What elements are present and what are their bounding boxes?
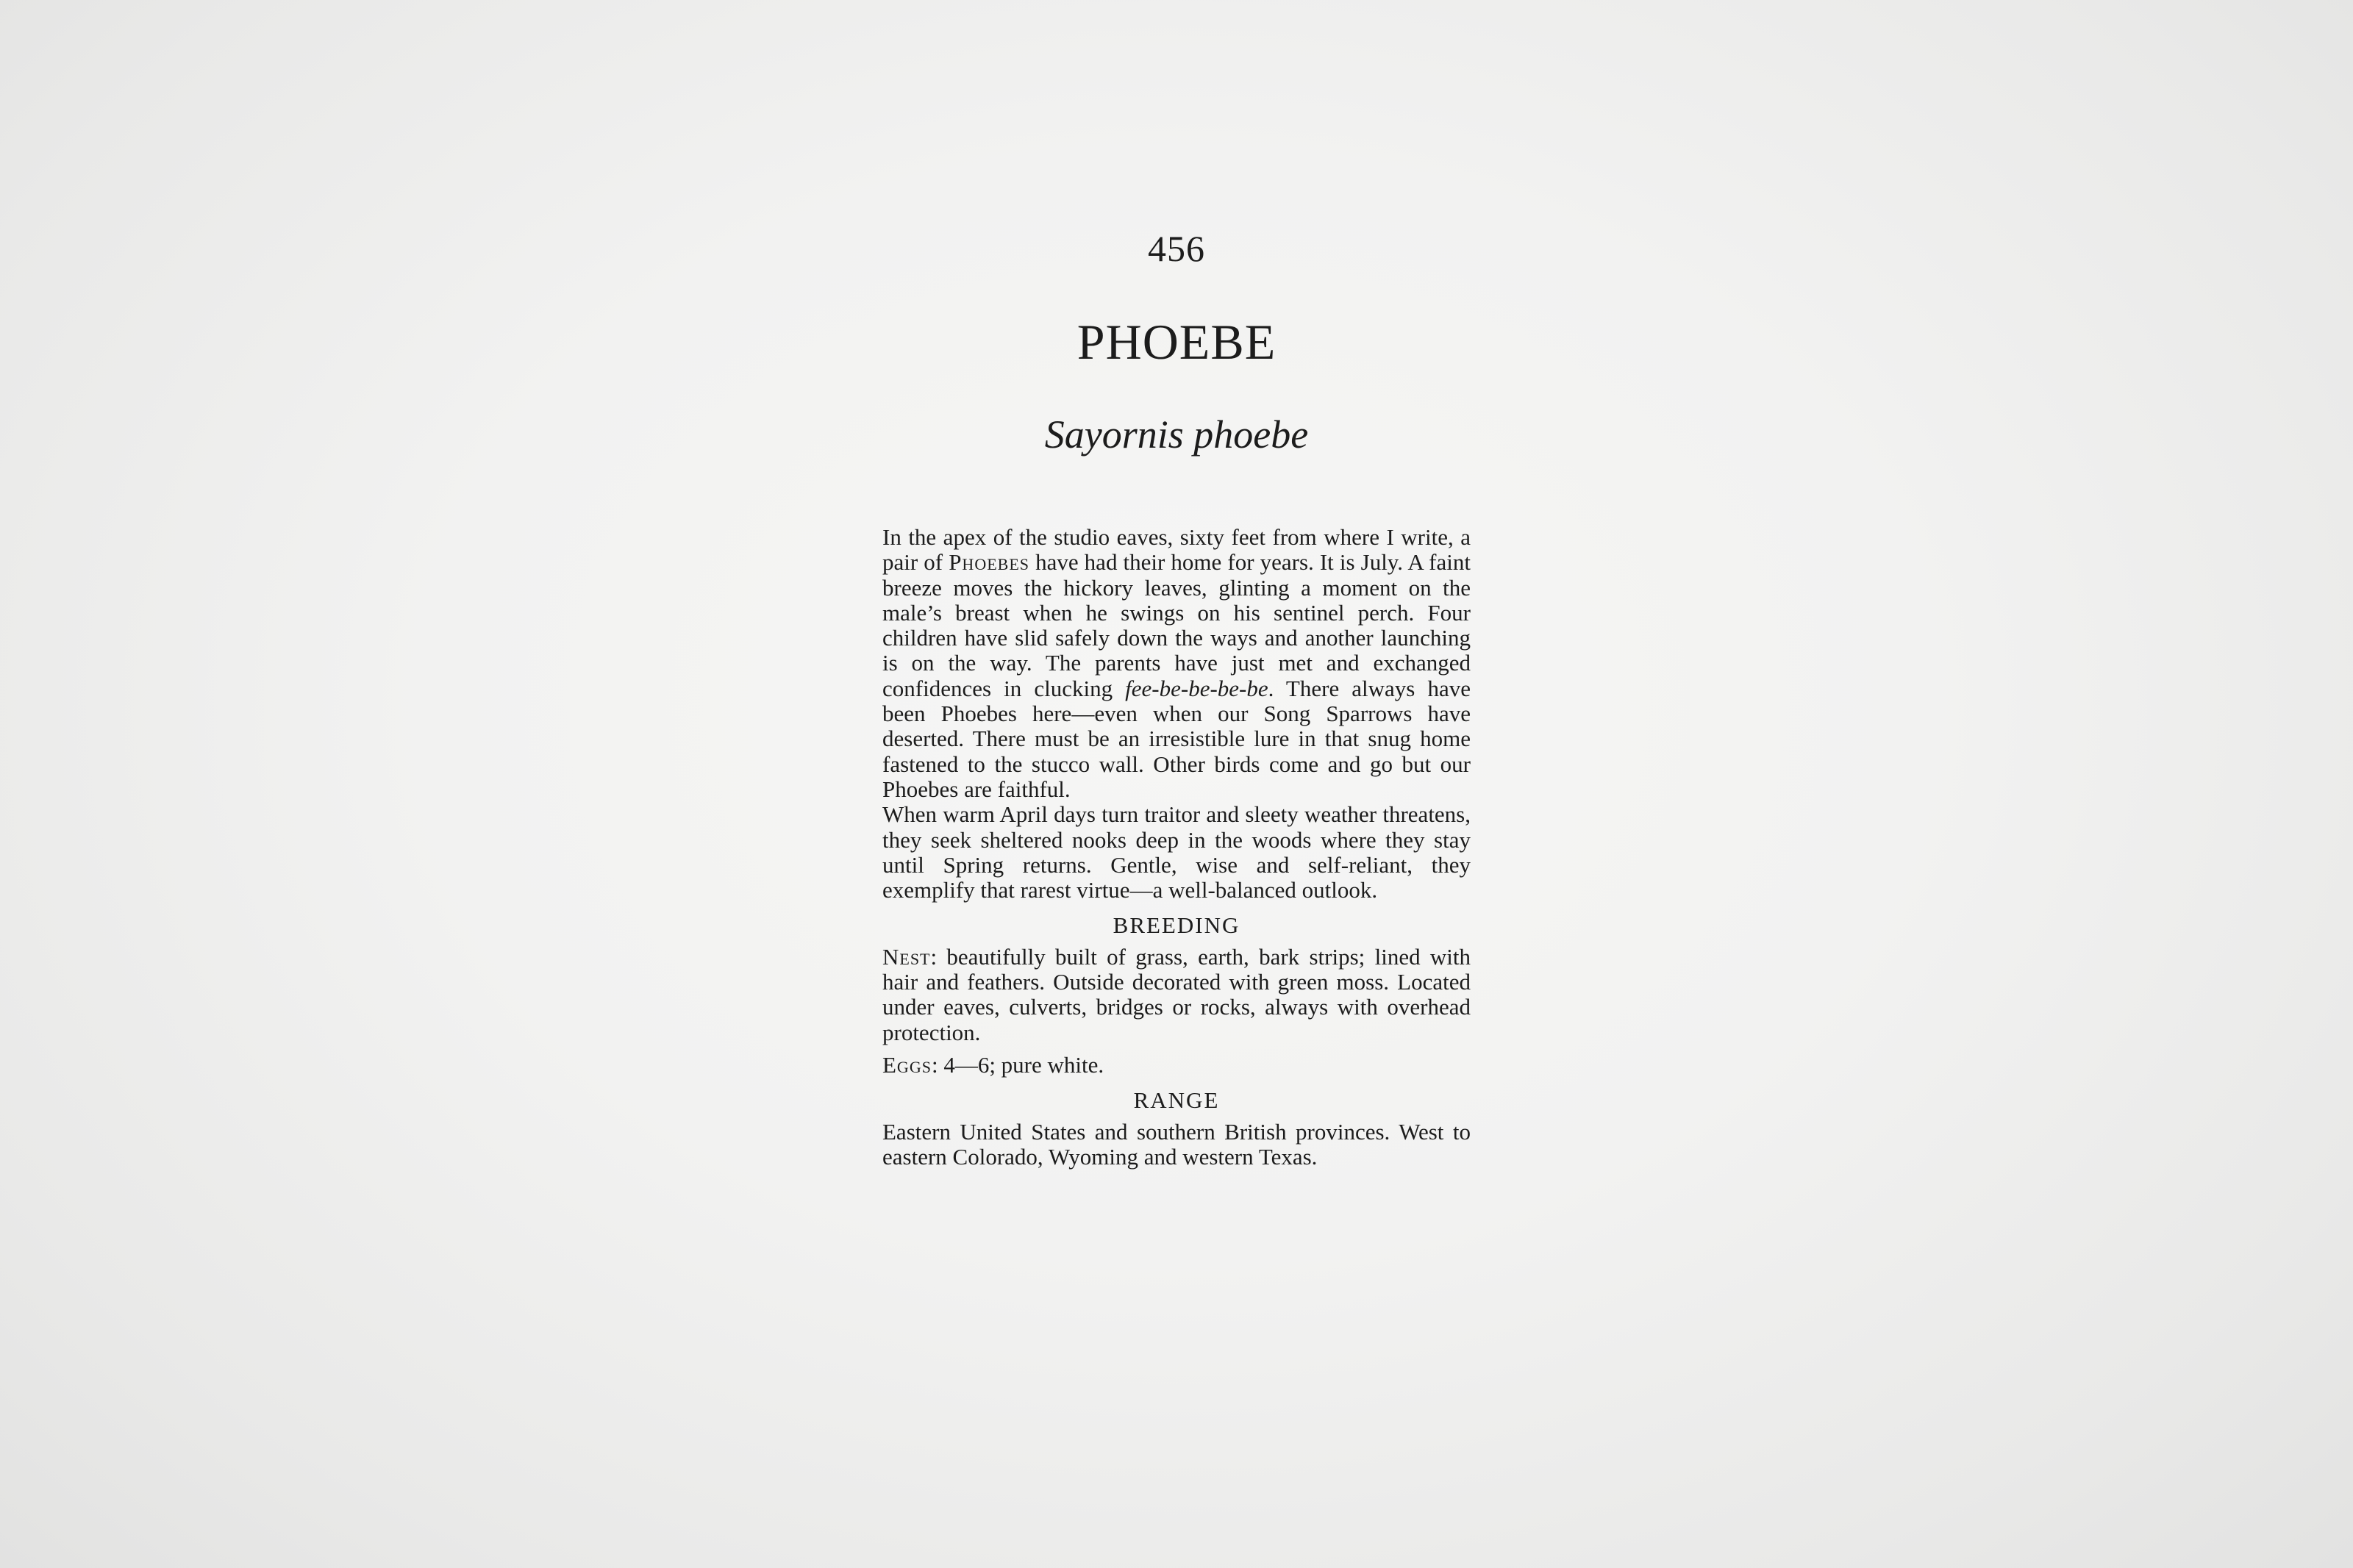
text-column [882,525,1471,1170]
intro-text-3: . There always have been Phoebes here—even when our Song Sparrows have deserted. There must be an irresistible lure in that snug home fastened to the stucco wall. Other birds come and go but our Phoebes are faithful. [882,675,1471,802]
nest-entry [882,945,1471,1045]
page-number: 456 [1148,228,1205,269]
intro-paragraph [882,525,1471,802]
call-notation: fee-be-be-be-be [1125,675,1268,701]
eggs-entry [882,1053,1471,1078]
eggs-text: : 4—6; pure white. [931,1051,1104,1078]
second-paragraph: When warm April days turn traitor and sleety weather threatens, they seek sheltered nooks deep in the woods where they stay until Spring returns. Gentle, wise and self-reliant, they exemplify that rarest virtue—a well-balanced outlook. [882,801,1471,903]
nest-label: Nest [882,943,931,970]
intro-text-1: In the apex of the studio eaves, sixty feet from where I write, a pair of [882,524,1471,576]
intro-text-2: have had their home for years. It is July. A faint breeze moves the hickory leaves, glinting a moment on the male’s breast when he swings on his sentinel perch. Four children have slid safely down the ways and another launching is on the way. The parents have just met and exchanged confidences in clucking [882,549,1471,701]
page-title: PHOEBE [1076,314,1277,370]
range-text: Eastern United States and southern British provinces. West to eastern Colorado, Wyoming and western Texas. [882,1118,1471,1170]
nest-text: : beautifully built of grass, earth, bark strips; lined with hair and feathers. Outside decorated with green moss. Located under eaves, culverts, bridges or rocks, always with overhead protection. [882,943,1471,1045]
species-small-caps: Phoebes [949,549,1029,576]
scientific-name: Sayornis phoebe [1044,412,1309,457]
breeding-heading: BREEDING [1113,912,1240,939]
eggs-label: Eggs [882,1051,932,1078]
range-heading: RANGE [1133,1087,1220,1114]
